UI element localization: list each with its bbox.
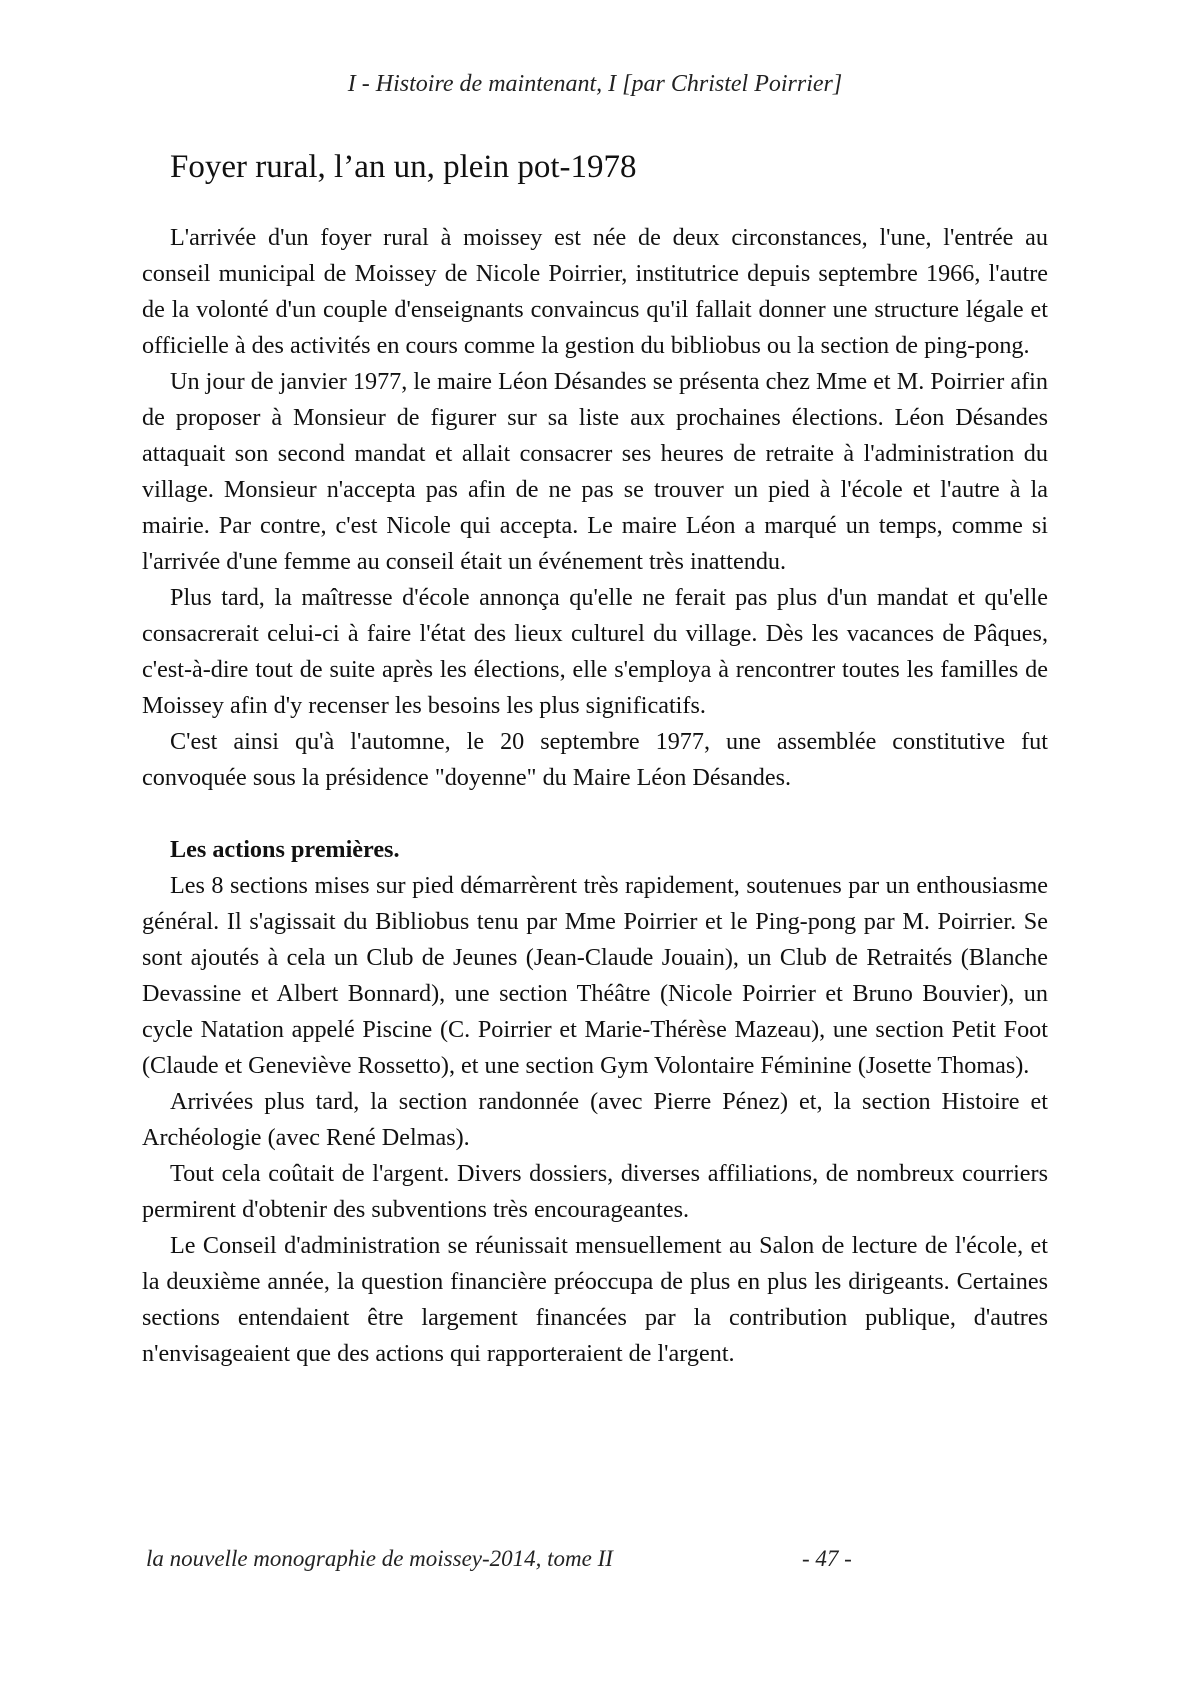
paragraph: C'est ainsi qu'à l'automne, le 20 septembre 1977, une assemblée constitutive fut convoquée sous la présidence "doyenne" du Maire Léon Désandes. bbox=[142, 728, 1048, 791]
footer-book-title: la nouvelle monographie de moissey-2014, tome II bbox=[146, 1546, 613, 1571]
paragraph: Tout cela coûtait de l'argent. Divers dossiers, diverses affiliations, de nombreux courriers permirent d'obtenir des subventions très encourageantes. bbox=[142, 1160, 1048, 1223]
paragraph: L'arrivée d'un foyer rural à moissey est née de deux circonstances, l'une, l'entrée au conseil municipal de Moissey de Nicole Poirrier, institutrice depuis septembre 1966, l'autre de la volonté d'un couple d'enseignants convaincus qu'il fallait donner une structure légale et officielle à des activités en cours comme la gestion du bibliobus ou la section de ping-pong. bbox=[142, 224, 1048, 359]
paragraph: Le Conseil d'administration se réunissait mensuellement au Salon de lecture de l'école, et la deuxième année, la question financière préoccupa de plus en plus les dirigeants. Certaines sections entendaient être largement financées par la contribution publique, d'autres n'envisageaient que des actions qui rapporteraient de l'argent. bbox=[142, 1232, 1048, 1367]
paragraph: Arrivées plus tard, la section randonnée (avec Pierre Pénez) et, la section Histoire et Archéologie (avec René Delmas). bbox=[142, 1088, 1048, 1151]
section-subheading: Les actions premières. bbox=[170, 836, 400, 863]
paragraph: Les 8 sections mises sur pied démarrèrent très rapidement, soutenues par un enthousiasme général. Il s'agissait du Bibliobus tenu par Mme Poirrier et le Ping-pong par M. Poirrier. Se sont ajoutés à cela un Club de Jeunes (Jean-Claude Jouain), un Club de Retraités (Blanche Devassine et Albert Bonnard), une section Théâtre (Nicole Poirrier et Bruno Bouvier), un cycle Natation appelé Piscine (C. Poirrier et Marie-Thérèse Mazeau), une section Petit Foot (Claude et Geneviève Rossetto), et une section Gym Volontaire Féminine (Josette Thomas). bbox=[142, 872, 1048, 1079]
running-head: I - Histoire de maintenant, I [par Christel Poirrier] bbox=[347, 71, 843, 97]
page-number: - 47 - bbox=[802, 1546, 852, 1571]
paragraph: Plus tard, la maîtresse d'école annonça qu'elle ne ferait pas plus d'un mandat et qu'elle consacrerait celui-ci à faire l'état des lieux culturel du village. Dès les vacances de Pâques, c'est-à-dire tout de suite après les élections, elle s'employa à rencontrer toutes les familles de Moissey afin d'y recenser les besoins les plus significatifs. bbox=[142, 584, 1048, 719]
paragraph: Un jour de janvier 1977, le maire Léon Désandes se présenta chez Mme et M. Poirrier afin de proposer à Monsieur de figurer sur sa liste aux prochaines élections. Léon Désandes attaquait son second mandat et allait consacrer ses heures de retraite à l'administration du village. Monsieur n'accepta pas afin de ne pas se trouver un pied à l'école et l'autre à la mairie. Par contre, c'est Nicole qui accepta. Le maire Léon a marqué un temps, comme si l'arrivée d'une femme au conseil était un événement très inattendu. bbox=[142, 368, 1048, 575]
article-title: Foyer rural, l’an un, plein pot-1978 bbox=[170, 149, 637, 185]
article-body bbox=[142, 220, 1048, 1372]
